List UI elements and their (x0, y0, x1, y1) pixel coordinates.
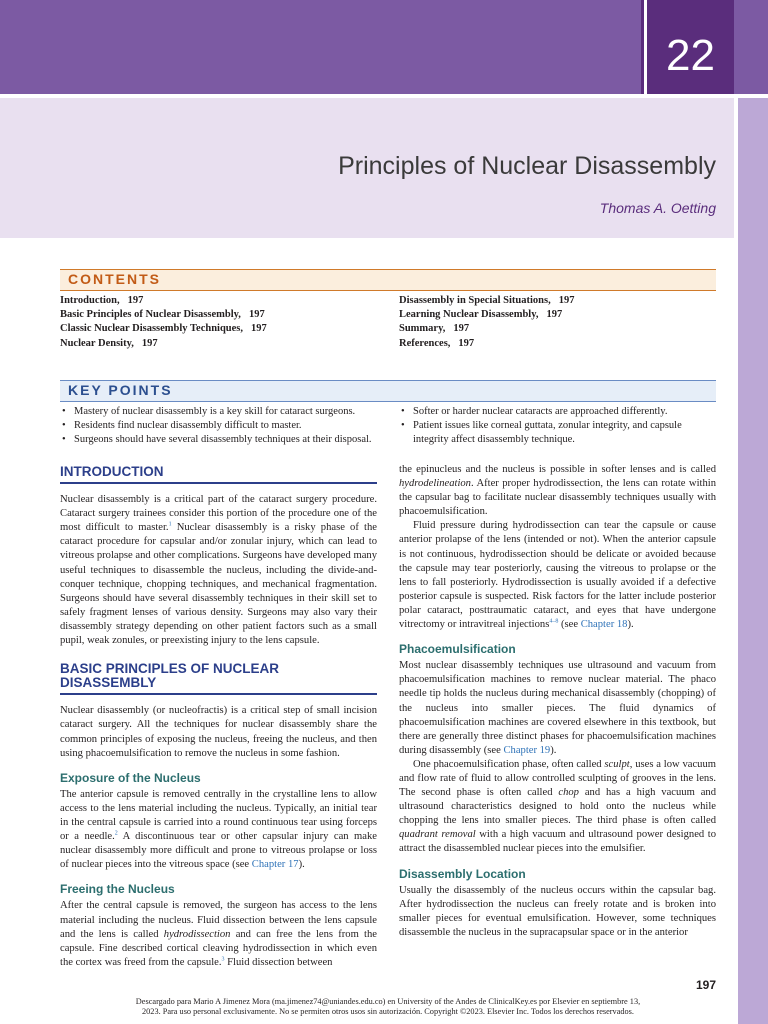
text-run: and has a high vacuum and ultrasound characteristics designed to hold onto the nucleus while chopping the lens into smaller pieces. The third phase is often called (399, 787, 716, 827)
toc-entry-page: 197 (546, 309, 563, 321)
toc-entry-page: 197 (453, 323, 470, 335)
toc-entry-label[interactable]: Summary, (399, 323, 446, 335)
key-points-right-list (399, 405, 716, 447)
chapter-author: Thomas A. Oetting (599, 200, 716, 216)
location-paragraph: Usually the disassembly of the nucleus occurs within the capsular bag. After hydrodissection the nucleus can freely rotate and is broken into smaller pieces for eventual emulsification. However, some techniques disassemble the nucleus in the supracapsular space or in the anterior (399, 884, 716, 938)
toc-entry-label[interactable]: Classic Nuclear Disassembly Techniques, (60, 323, 243, 335)
hydrodelineation-paragraph (399, 463, 716, 519)
right-margin-strip (738, 98, 768, 1024)
text-run: The anterior capsule is removed centrally in the crystalline lens to allow access to the lens material including the nucleus. Typically, an initial tear in the central capsule is carried into a round continuous tear using forceps or a needle. (60, 788, 377, 843)
basic-principles-paragraph: Nuclear disassembly (or nucleofractis) is a critical step of small incision cataract surgery. All the techniques for nuclear disassembly share the common principles of exposing the nucleus, freeing the nucleus, and then using phacoemulsification to remove the nucleus in some fashion. (60, 705, 377, 759)
toc-entry-page: 197 (458, 337, 475, 349)
download-footer (60, 997, 716, 1017)
footer-line: Descargado para Mario A Jimenez Mora (ma.jimenez74@uniandes.edu.co) en University of the Andes de ClinicalKey.es por Elsevier en septiembre 13, (135, 997, 641, 1006)
toc-entry-page: 197 (558, 295, 575, 306)
emphasis-term: chop (558, 787, 579, 799)
key-points-left-list (60, 405, 380, 447)
toc-entry-label[interactable]: Learning Nuclear Disassembly, (399, 309, 539, 321)
key-points-header (60, 380, 716, 402)
phaco-paragraph (399, 659, 716, 758)
contents-right-column (399, 294, 716, 351)
text-run: . After proper hydrodissection, the lens can rotate within the capsular bag to facilitate nuclear disassembly techniques usually with phacoemulsification. (399, 478, 716, 518)
emphasis-term: hydrodelineation (399, 478, 471, 490)
toc-entry[interactable] (399, 337, 716, 351)
toc-entry-page: 197 (248, 309, 265, 321)
chapter-link[interactable]: Chapter 17 (251, 859, 299, 871)
text-run: (see (558, 619, 581, 631)
toc-entry-page: 197 (127, 295, 144, 306)
text-run: Nuclear disassembly is a critical part of the cataract surgery procedure. Cataract surgery trainees consider this portion of the procedure one of the most difficult to master. (60, 494, 377, 534)
phaco-phases-paragraph (399, 758, 716, 857)
header-right-strip (738, 0, 768, 94)
fluid-pressure-paragraph (399, 519, 716, 632)
text-run: Fluid dissection between (224, 956, 333, 968)
left-body-column (60, 465, 377, 970)
chapter-title: Principles of Nuclear Disassembly (338, 152, 716, 180)
subheading-phacoemulsification: Phacoemulsification (399, 642, 516, 657)
toc-entry-label[interactable]: Nuclear Density, (60, 337, 134, 349)
key-point-item: • Patient issues like corneal guttata, zonular integrity, and capsule integrity affect disassembly technique. (399, 419, 716, 447)
text-run: Nuclear disassembly is a risky phase of the cataract procedure for capsular and/or zonular injury, which can lead to vitreous prolapse and other complications. Surgeons have developed many useful techniques to disassemble the nucleus, including the divide-and-conquer technique, chopping techniques, and mechanical fragmentation. Surgeons should have several disassembly techniques in their skill set to safely fragment lenses of various density. Surgeons may also vary their disassembly strategy depending on other patient factors such as a small pupil, weak zonules, or preexisting injury to the lens capsule. (60, 522, 377, 647)
reference-link[interactable]: 2 (114, 830, 118, 837)
text-run: ). (550, 744, 557, 756)
emphasis-term: hydrodissection (163, 928, 231, 940)
toc-entry[interactable] (399, 294, 716, 308)
section-heading-introduction: INTRODUCTION (60, 465, 377, 484)
footer-line: 2023. Para uso personal exclusivamente. No se permiten otros usos sin autorización. Copyright ©2023. Elsevier Inc. Todos los derechos reservados. (142, 1007, 634, 1016)
text-run: One phacoemulsification phase, often called (413, 758, 605, 770)
toc-entry[interactable] (60, 322, 380, 336)
chapter-link[interactable]: Chapter 18 (580, 619, 628, 631)
toc-entry[interactable] (399, 308, 716, 322)
chapter-link[interactable]: Chapter 19 (503, 744, 551, 756)
toc-entry[interactable] (60, 294, 380, 308)
key-points-heading: KEY POINTS (68, 382, 173, 398)
key-point-item: • Residents find nuclear disassembly difficult to master. (60, 419, 380, 433)
text-run: and can free the lens from the capsule. Fine described cortical cleaving hydrodissection in which even the cortex was freed from the capsule. (60, 928, 377, 968)
reference-link[interactable]: 4–8 (549, 618, 559, 625)
section-heading-basic-principles: BASIC PRINCIPLES OF NUCLEAR DISASSEMBLY (60, 662, 377, 695)
emphasis-term: quadrant removal (399, 829, 476, 841)
toc-entry-label[interactable]: References, (399, 337, 451, 349)
text-run: the epinucleus and the nucleus is possible in softer lenses and is called (399, 464, 716, 475)
text-run: After the central capsule is removed, the surgeon has access to the lens material including the nucleus. Fluid dissection between the lens capsule and the lens is called (60, 900, 377, 940)
toc-entry-label[interactable]: Disassembly in Special Situations, (399, 295, 551, 306)
toc-entry-page: 197 (251, 323, 267, 335)
subheading-freeing: Freeing the Nucleus (60, 882, 175, 897)
reference-link[interactable]: 3 (221, 956, 225, 963)
emphasis-term: sculpt (604, 758, 630, 770)
toc-entry[interactable] (60, 337, 380, 351)
text-run: ). (627, 619, 634, 631)
right-body-column (399, 463, 716, 940)
toc-entry[interactable] (60, 308, 380, 322)
page-number: 197 (695, 978, 716, 992)
reference-link[interactable]: 1 (168, 521, 172, 528)
exposure-paragraph (60, 788, 377, 873)
key-point-item: • Softer or harder nuclear cataracts are approached differently. (399, 405, 716, 419)
freeing-paragraph (60, 899, 377, 969)
chapter-number: 22 (666, 31, 715, 80)
text-run: Fluid pressure during hydrodissection can tear the capsule or cause anterior prolapse of the lens (intended or not). When the anterior capsule is not continuous, hydrodissection should be delicate or avoided because the capsule may tear posteriorly, causing the vitreous to prolapse or the lens to fall posteriorly. Hydrodissection is usually avoided if a defective posterior capsule is suspected. Risk factors for the latter include posterior polar cataract, posttraumatic cataract, and eyes that have undergone vitrectomy or intravitreal injections (399, 520, 716, 631)
text-run: Most nuclear disassembly techniques use ultrasound and vacuum from phacoemulsification machines to remove nuclear material. The phaco needle tip holds the nucleus during mechanical disassembly (chopping) of the nucleus into smaller pieces. The fluid dynamics of phacoemulsification machines are covered elsewhere in this textbook, but there are generally three distinct phases for phacoemulsification machines during disassembly (see (399, 660, 716, 756)
subheading-disassembly-location: Disassembly Location (399, 866, 526, 881)
intro-paragraph (60, 493, 377, 648)
toc-entry[interactable] (399, 322, 716, 336)
toc-entry-page: 197 (141, 337, 158, 349)
contents-left-column (60, 294, 380, 351)
text-run: , uses a low vacuum and flow rate of fluid to allow controlled sculpting of grooves in the lens. The second phase is often called (399, 758, 716, 799)
subheading-exposure: Exposure of the Nucleus (60, 770, 201, 785)
toc-entry-label[interactable]: Introduction, (60, 295, 120, 306)
contents-header (60, 269, 716, 291)
key-point-item: • Surgeons should have several disassembly techniques at their disposal. (60, 433, 380, 447)
toc-entry-label[interactable]: Basic Principles of Nuclear Disassembly, (60, 309, 241, 321)
text-run: A discontinuous tear or other capsular injury can make nuclear disassembly more difficult and prone to vitreous prolapse or loss of nuclear pieces into the vitreous space (see (60, 831, 377, 871)
key-point-item: • Mastery of nuclear disassembly is a key skill for cataract surgeons. (60, 405, 380, 419)
contents-heading: CONTENTS (68, 271, 161, 287)
text-run: with a high vacuum and ultrasound power designed to attract the disassembled nuclear pieces into the emulsifier. (399, 829, 716, 855)
text-run: ). (298, 859, 305, 871)
